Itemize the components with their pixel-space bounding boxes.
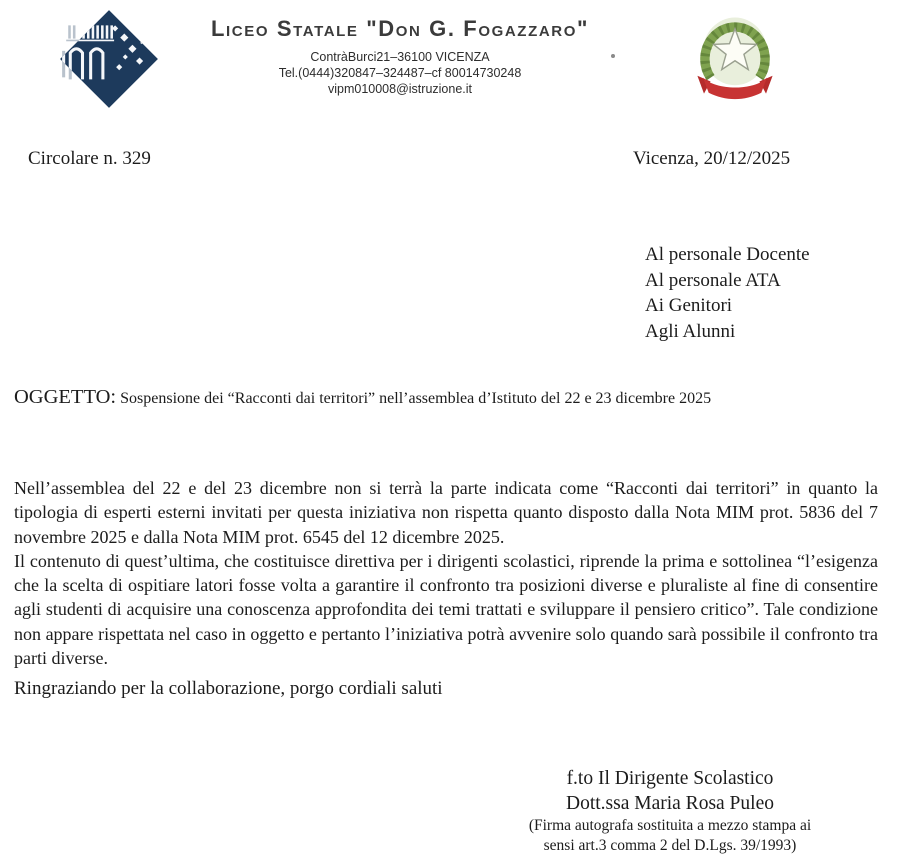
italian-republic-emblem-icon (688, 6, 782, 108)
signature-note-line: sensi art.3 comma 2 del D.Lgs. 39/1993) (543, 837, 797, 854)
signature-name: Dott.ssa Maria Rosa Puleo (566, 793, 774, 814)
body-paragraph: Il contenuto di quest’ultima, che costituisce direttiva per i dirigenti scolastici, riprende la prima e sottolinea “l’esigenza che la scelta di ospitiare latori fosse volta a garantire il confronto tra posizioni diverse e pluraliste al fine di consentire agli studenti di acquisire una conoscenza approfondita dei temi trattati e sviluppare il pensiero critico”. Tale condizione non appare rispettata nel caso in oggetto e pertanto l’iniziativa potrà avvenire solo quando sarà possibile il confronto tra parti diverse. (14, 550, 878, 669)
circular-number: Circolare n. 329 (28, 148, 151, 169)
place-date: Vicenza, 20/12/2025 (633, 148, 791, 169)
signature-note-line: (Firma autografa sostituita a mezzo stampa ai (528, 817, 812, 834)
diamond-bridge-logo-icon (56, 6, 162, 112)
school-name: Liceo Statale "Don G. Fogazzaro" (211, 16, 589, 41)
stray-ink-dot (611, 54, 615, 58)
signature-role: f.to Il Dirigente Scolastico (566, 768, 774, 789)
republic-emblem-icon (688, 6, 782, 108)
recipient-line: Al personale ATA (645, 269, 781, 291)
school-address: ContràBurci21–36100 VICENZA (310, 50, 490, 64)
subject-line (14, 386, 880, 409)
school-email: vipm010008@istruzione.it (327, 82, 472, 96)
letter-body (14, 476, 878, 670)
closing-line: Ringraziando per la collaborazione, porgo cordiali saluti (14, 678, 443, 699)
signature-block (452, 766, 888, 856)
subject-text: Sospensione dei “Racconti dai territori” nell’assemblea d’Istituto del 22 e 23 dicembre 2025 (120, 390, 712, 407)
recipient-line: Agli Alunni (645, 320, 736, 342)
recipients-block (645, 242, 810, 344)
body-paragraph: Nell’assemblea del 22 e del 23 dicembre non si terrà la parte indicata come “Racconti dai territori” in quanto la tipologia di esperti esterni invitati per questa iniziativa non rispetta quanto disposto dalla Nota MIM prot. 5836 del 7 novembre 2025 e dalla Nota MIM prot. 6545 del 12 dicembre 2025. (14, 478, 878, 547)
letterhead (163, 16, 637, 97)
school-logo-icon (56, 6, 162, 112)
recipient-line: Ai Genitori (645, 295, 733, 316)
subject-label: OGGETTO: (14, 386, 117, 408)
school-phone: Tel.(0444)320847–324487–cf 80014730248 (278, 66, 522, 80)
recipient-line: Al personale Docente (645, 244, 810, 265)
